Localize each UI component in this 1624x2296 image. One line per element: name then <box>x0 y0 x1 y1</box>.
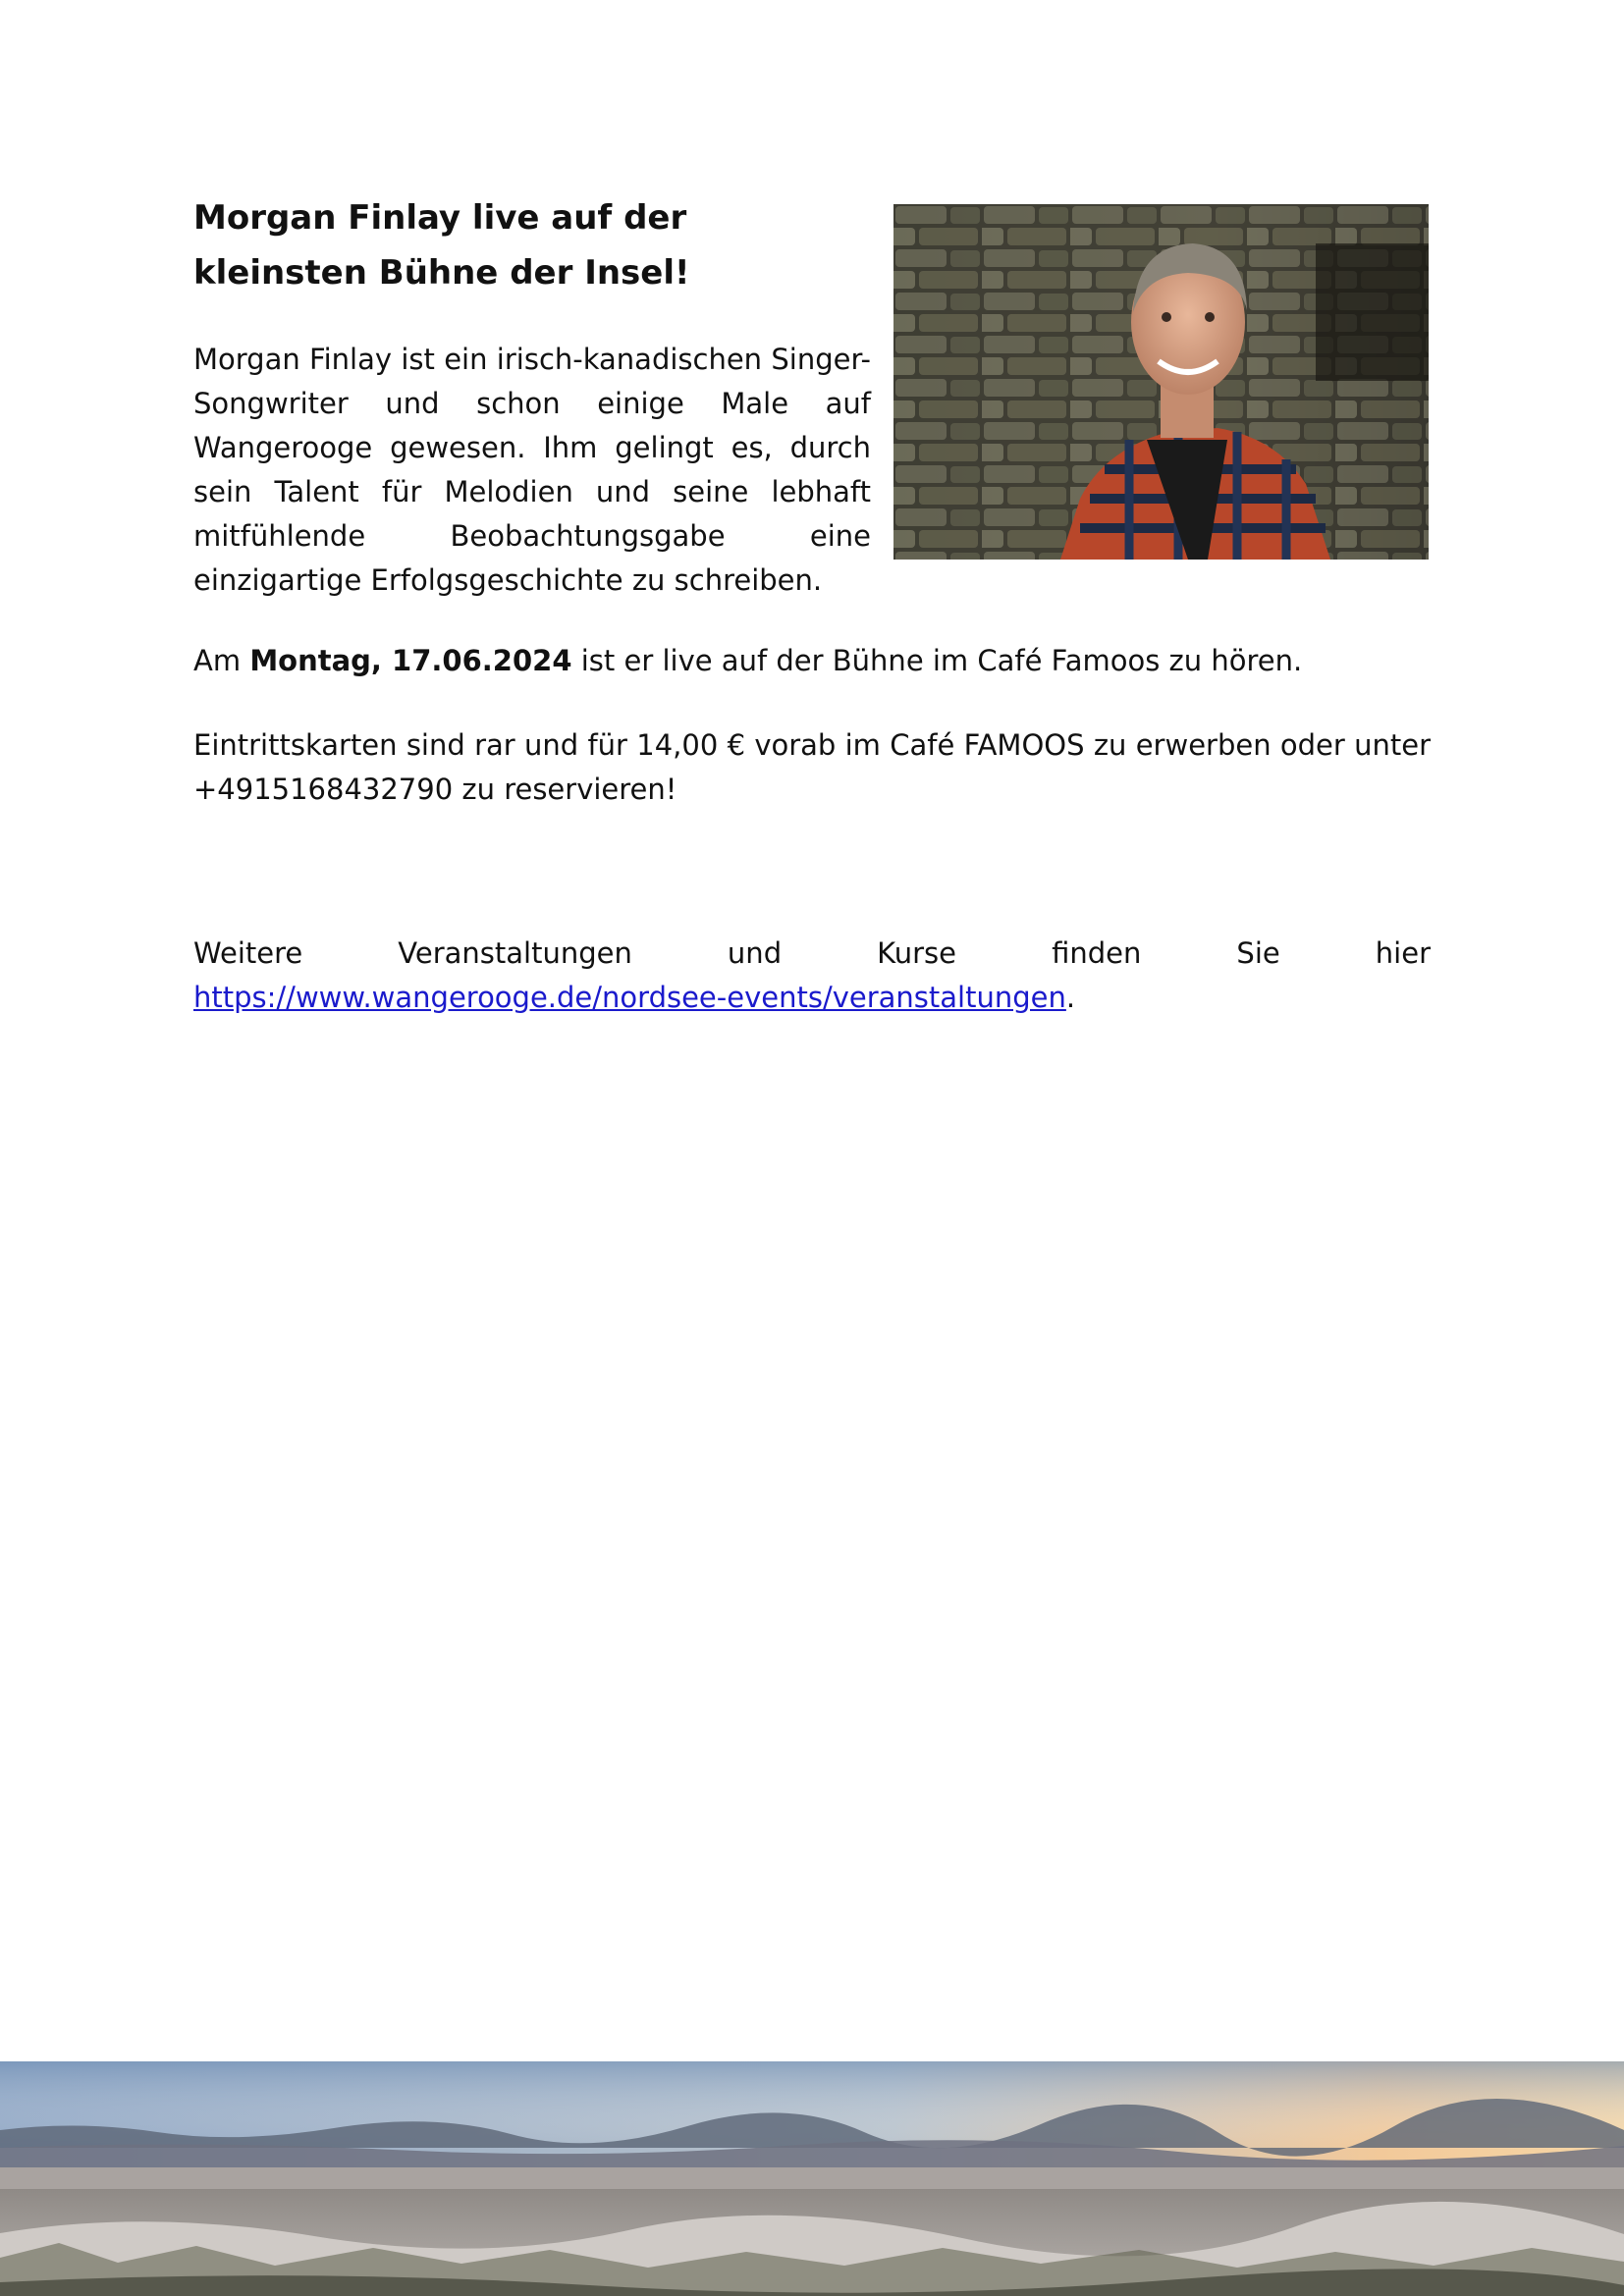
date-suffix: ist er live auf der Bühne im Café Famoos zu hören. <box>571 644 1303 677</box>
date-prefix: Am <box>193 644 250 677</box>
article-title: Morgan Finlay live auf der kleinsten Bühne der Insel! <box>193 198 690 293</box>
events-link[interactable]: https://www.wangerooge.de/nordsee-events/veranstaltungen <box>193 981 1066 1014</box>
event-date: Montag, 17.06.2024 <box>249 644 572 677</box>
beach-panorama <box>0 2061 1624 2296</box>
more-events-paragraph <box>193 932 1431 1020</box>
more-suffix: . <box>1065 981 1076 1014</box>
artist-photo <box>893 204 1429 560</box>
more-prefix: Weitere Veranstaltungen und Kurse finden Sie hier <box>193 936 1431 970</box>
tickets-paragraph: Eintrittskarten sind rar und für 14,00 € vorab im Café FAMOOS zu erwerben oder unter +4915168432790 zu reservieren! <box>193 728 1431 806</box>
intro-paragraph: Morgan Finlay ist ein irisch-kanadischen Singer-Songwriter und schon einige Male auf Wangerooge gewesen. Ihm gelingt es, durch sein Talent für Melodien und seine lebhaft mitfühlende Beobachtungsgabe eine einzigartige Erfolgsgeschichte zu schreiben. <box>193 343 871 597</box>
event-date-line <box>193 639 1431 683</box>
